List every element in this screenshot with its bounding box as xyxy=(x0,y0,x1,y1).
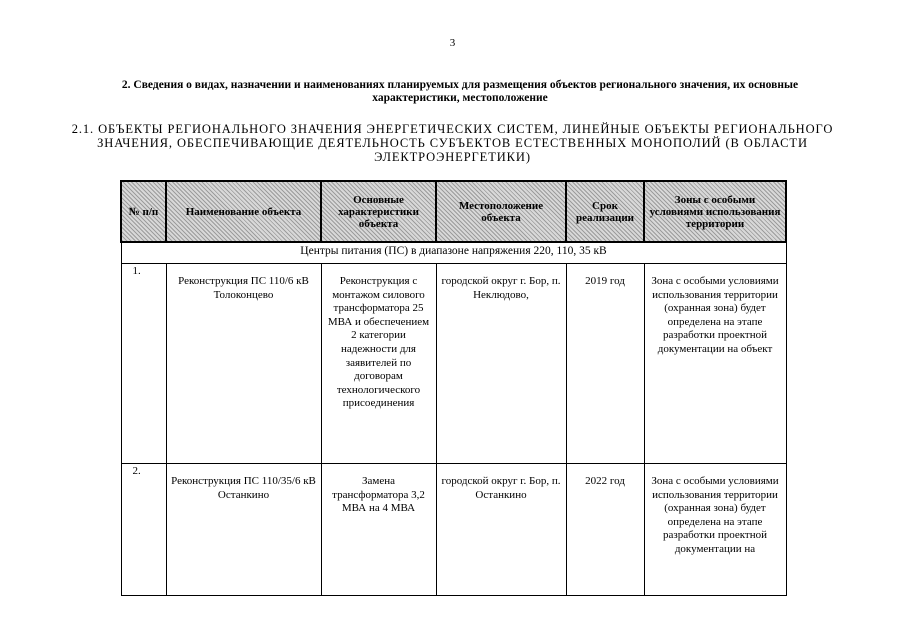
page-number: 3 xyxy=(449,37,456,49)
header-object-name: Наименование объекта xyxy=(166,181,321,242)
row-characteristics: Реконструкция с монтажом силового трансформатора 25 МВА и обеспечением 2 категории надежности для заявителей по договорам технологического присоединения xyxy=(321,264,436,464)
row-zones: Зона с особыми условиями использования территории (охранная зона) будет определена на этапе разработки проектной документации на объект xyxy=(644,264,786,464)
row-object-name: Реконструкция ПС 110/35/6 кВ Останкино xyxy=(166,464,321,596)
row-number: 1. xyxy=(121,264,166,464)
table-row xyxy=(121,264,786,464)
header-term: Срок реализации xyxy=(566,181,644,242)
subsection-title: 2.1. ОБЪЕКТЫ РЕГИОНАЛЬНОГО ЗНАЧЕНИЯ ЭНЕРГЕТИЧЕСКИХ СИСТЕМ, ЛИНЕЙНЫЕ ОБЪЕКТЫ РЕГИОНАЛЬНОГО ЗНАЧЕНИЯ, ОБЕСПЕЧИВАЮЩИЕ ДЕЯТЕЛЬНОСТЬ СУБЪЕКТОВ ЕСТЕСТВЕННЫХ МОНОПОЛИЙ (В ОБЛАСТИ ЭЛЕКТРОЭНЕРГЕТИКИ) xyxy=(71,122,834,164)
row-term: 2022 год xyxy=(566,464,644,596)
section-title: 2. Сведения о видах, назначении и наименованиях планируемых для размещения объектов регионального значения, их основные характеристики, местоположение xyxy=(121,79,799,104)
group-row xyxy=(121,242,786,264)
table-row xyxy=(121,464,786,596)
row-object-name: Реконструкция ПС 110/6 кВ Толоконцево xyxy=(166,264,321,464)
objects-table xyxy=(120,180,787,596)
row-location: городской округ г. Бор, п. Неклюдово, xyxy=(436,264,566,464)
header-zones: Зоны с особыми условиями использования территории xyxy=(644,181,786,242)
group-label: Центры питания (ПС) в диапазоне напряжения 220, 110, 35 кВ xyxy=(121,242,786,264)
row-number: 2. xyxy=(121,464,166,596)
header-number: № п/п xyxy=(121,181,166,242)
row-location: городской округ г. Бор, п. Останкино xyxy=(436,464,566,596)
row-characteristics: Замена трансформатора 3,2 МВА на 4 МВА xyxy=(321,464,436,596)
header-characteristics: Основные характеристики объекта xyxy=(321,181,436,242)
header-location: Местоположение объекта xyxy=(436,181,566,242)
table-header xyxy=(121,181,786,242)
row-term: 2019 год xyxy=(566,264,644,464)
row-zones: Зона с особыми условиями использования территории (охранная зона) будет определена на этапе разработки проектной документации на xyxy=(644,464,786,596)
